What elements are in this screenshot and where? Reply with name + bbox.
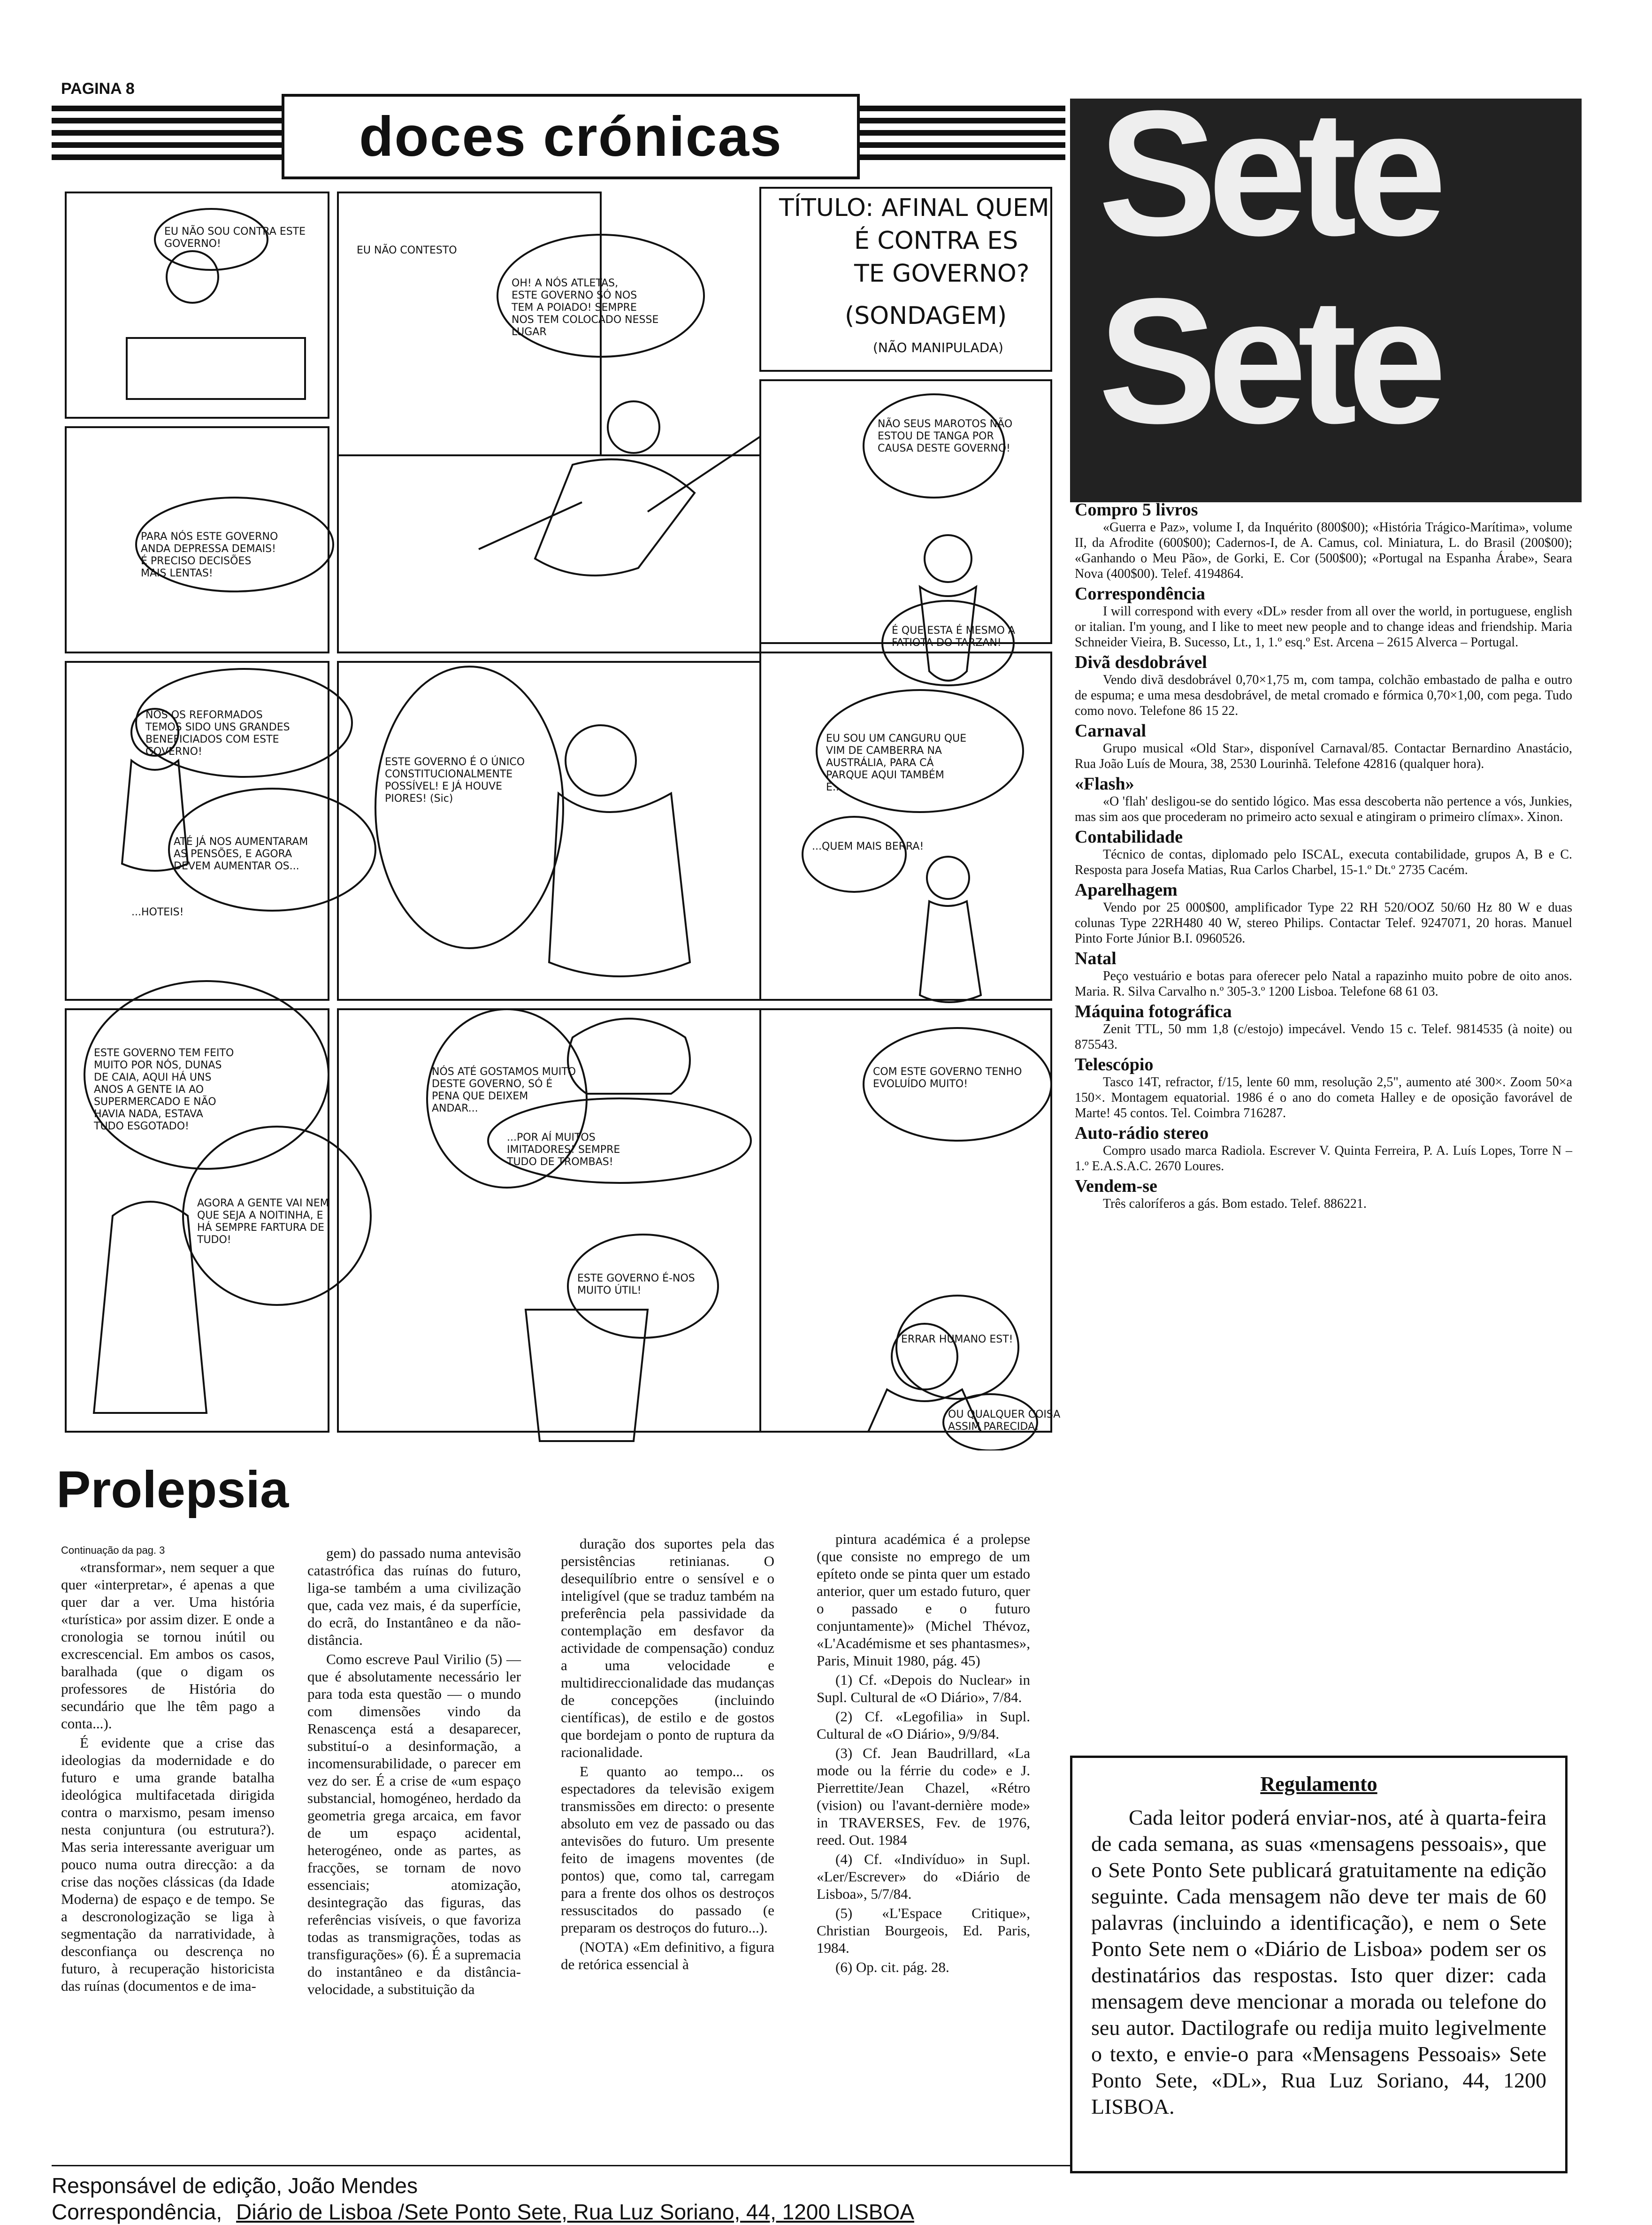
- desk-drawing: [127, 338, 305, 399]
- classified-text: Grupo musical «Old Star», disponível Carnaval/85. Contactar Bernardino Anastácio, Rua João Luís de Moura, 38, 2530 Lourinhã. Telefone 42816 (qualquer hora).: [1075, 741, 1572, 771]
- speech-bubble-text: OH! A NÓS ATLETAS, ESTE GOVERNO SÓ NOS TEM A POIADO! SEMPRE NOS TEM COLOCADO NESSE LUGAR: [512, 277, 659, 338]
- article-paragraph: (5) «L'Espace Critique», Christian Bourgeois, Ed. Paris, 1984.: [817, 1905, 1030, 1956]
- comic-panel-6: [338, 455, 760, 652]
- classified-ad: [1075, 1057, 1572, 1121]
- speech-bubble-text: ...HOTEIS!: [131, 906, 184, 918]
- footer-label: Correspondência,: [52, 2200, 222, 2224]
- sete-logo-box: [1070, 99, 1582, 502]
- section-title: doces crónicas: [359, 105, 782, 168]
- article-paragraph: (6) Op. cit. pág. 28.: [835, 1959, 949, 1975]
- classified-heading: Natal: [1075, 949, 1117, 968]
- classified-ad: [1075, 652, 1572, 719]
- comic-title-line: (SONDAGEM): [845, 302, 1007, 330]
- classified-ad: [1075, 776, 1572, 825]
- classified-heading: Compro 5 livros: [1075, 500, 1198, 520]
- classified-heading: Correspondência: [1075, 584, 1205, 604]
- politician-drawing: [549, 793, 690, 976]
- classified-text: Compro usado marca Radiola. Escrever V. Quinta Ferreira, P. A. Luís Lopes, Torre N – 1.º E.A.S.A.C. 2670 Loures.: [1075, 1143, 1572, 1174]
- speech-bubble-text: NÃO SEUS MAROTOS NÃO ESTOU DE TANGA POR CAUSA DESTE GOVERNO!: [878, 418, 1013, 454]
- article-paragraph: pintura académica é a prolepse (que consiste no emprego de um epíteto onde se pinta quer um estado anterior, quer um estado futuro, quer o passado e o futuro conjuntamente)» (Michel Thévoz, «L'Académisme et ses phantasmes», Paris, Minuit 1980, pág. 45): [817, 1531, 1030, 1669]
- article-paragraph: E quanto ao tempo... os espectadores da televisão exigem transmissões em directo: o presente absoluto em vez de passado ou das antevisões do futuro. Um presente feito de imagens moventes (de pontos) que, como tal, carregam para a frente dos olhos os destroços ressuscitados do passado (e preparam os destroços do futuro...).: [561, 1763, 774, 1936]
- speech-bubble-text: OU QUALQUER COISA ASSIM PARECIDA!: [948, 1409, 1061, 1433]
- classified-text: Peço vestuário e botas para oferecer pelo Natal a rapazinho muito pobre de oito anos. Maria. R. Silva Carvalho n.º 305-3.º 1200 Lisboa. Telefone 68 61 03.: [1075, 969, 1572, 999]
- classified-text: Três caloríferos a gás. Bom estado. Telef. 886221.: [1103, 1197, 1367, 1211]
- speech-bubble-text: NÓS OS REFORMADOS TEMOS SIDO UNS GRANDES BENEFICIADOS COM ESTE GOVERNO!: [145, 709, 290, 758]
- classified-text: «O 'flah' desligou-se do sentido lógico. Mas essa descoberta não pertence a vós, Junkies, mas sim aos que procederam no primeiro acto sexual e atingiram o primeiro clímax». Xinon.: [1075, 794, 1572, 824]
- classified-ad: [1075, 1123, 1572, 1174]
- footer: [52, 2172, 914, 2225]
- article-paragraph: É evidente que a crise das ideologias da modernidade e do futuro e uma grande batalha ideológica multifacetada dirigida contra o marxismo, pesam imenso nesta conjuntura (ou estrutura?). Mas seria interessante averiguar um pouco numa outra direcção: a da crise das noções clássicas (da Idade Moderna) de espaço e de tempo. Se a descronologização se liga à segmentação da narratividade, à desconfiança ou descrença no futuro, à recuperação historicista das ruínas (documentos e de ima-: [61, 1734, 275, 1994]
- classified-ad: [1075, 951, 1572, 999]
- classified-heading: Telescópio: [1075, 1055, 1154, 1074]
- article-title: Prolepsia: [56, 1461, 289, 1519]
- speech-bubble: [896, 1296, 1018, 1399]
- classified-heading: Divã desdobrável: [1075, 652, 1207, 672]
- comic-strip: [56, 183, 1065, 1450]
- article-paragraph: gem) do passado numa antevisão catastrófica das ruínas do futuro, liga-se também a uma civilização que, cada vez mais, é da superfície, do ecrã, do Instantâneo e da não-distância.: [307, 1545, 521, 1648]
- figure-head: [167, 251, 218, 303]
- article-paragraph: (3) Cf. Jean Baudrillard, «La mode ou la férrie du code» e J. Pierrettite/Jean Chazel, «Rétro (vision) ou l'avant-dernière mode» in TRAVERSES, Fev. de 1976, reed. Out. 1984: [817, 1745, 1030, 1848]
- speech-bubble-text: COM ESTE GOVERNO TENHO EVOLUÍDO MUITO!: [873, 1066, 1022, 1090]
- comic-title-line: É CONTRA ES: [854, 227, 1018, 255]
- comic-title-line: TE GOVERNO?: [854, 260, 1030, 288]
- speech-bubble-text: ESTE GOVERNO É-NOS MUITO ÚTIL!: [577, 1273, 695, 1297]
- comic-panel-9: [760, 652, 1051, 1000]
- footer-address: Diário de Lisboa /Sete Ponto Sete, Rua Luz Soriano, 44, 1200 LISBOA: [236, 2200, 914, 2224]
- classified-text: Tasco 14T, refractor, f/15, lente 60 mm, resolução 2,5", aumento até 300×. Zoom 50×a 150×. Montagem equatorial. 1986 é o ano do cometa Halley e de oposição favorável de Marte! 45 contos. Tel. Coimbra 716287.: [1075, 1075, 1572, 1120]
- classified-ads: [1075, 498, 1572, 1216]
- article-column-3: [561, 1535, 774, 1975]
- speech-bubble: [375, 667, 563, 948]
- regulamento-box: [1070, 1756, 1568, 2173]
- crowd-drawing: [94, 1202, 206, 1413]
- athlete-drawing: [535, 460, 695, 575]
- speech-bubble-text: ESTE GOVERNO É O ÚNICO CONSTITUCIONALMENTE POSSÍVEL! E JÁ HOUVE PIORES! (Sic): [385, 756, 525, 805]
- speech-bubble-text: EU SOU UM CANGURU QUE VIM DE CAMBERRA NA AUSTRÁLIA, PARA CÁ PARQUE AQUI TAMBÉM É...: [826, 733, 967, 793]
- speech-bubble-text: PARA NÓS ESTE GOVERNO ANDA DEPRESSA DEMAIS! É PRECISO DECISÕES MAIS LENTAS!: [141, 531, 278, 579]
- comic-title-line: (NÃO MANIPULADA): [873, 340, 1003, 355]
- regulamento-title: Regulamento: [1260, 1772, 1377, 1795]
- speech-bubble-text: ...POR AÍ MUITOS IMITADORES! SEMPRE TUDO DE TROMBAS!: [507, 1132, 620, 1168]
- continuation-note: Continuação da pag. 3: [61, 1544, 165, 1556]
- footer-rule: [52, 2165, 1070, 2166]
- classified-heading: «Flash»: [1075, 774, 1134, 794]
- classified-heading: Auto-rádio stereo: [1075, 1123, 1209, 1143]
- regulamento-text: Cada leitor poderá enviar-nos, até à quarta-feira de cada semana, as suas «mensagens pessoais», que o Sete Ponto Sete publicará gratuitamente na edição seguinte. Cada mensagem não deve ter mais de 60 palavras (incluindo a identificação), e nem o Sete Ponto Sete nem o «Diário de Lisboa» podem ser os destinatários das respostas. Isto quer dizer: cada mensagem deve mencionar a morada ou telefone do seu autor. Dactilografe ou redija muito legivelmente o texto, e envie-o para «Mensagens Pessoais» Sete Ponto Sete, «DL», Rua Luz Soriano, 44, 1200 LISBOA.: [1091, 1805, 1546, 2118]
- classified-text: Vendo por 25 000$00, amplificador Type 22 RH 520/OOZ 50/60 Hz 80 W e duas colunas Type 22RH480 40 W, stereo Philips. Contactar Telef. 9247071, 20 horas. Manuel Pinto Forte Júnior B.I. 0960526.: [1075, 900, 1572, 946]
- classified-heading: Vendem-se: [1075, 1176, 1157, 1196]
- footer-editor: Responsável de edição, João Mendes: [52, 2173, 418, 2198]
- classified-heading: Contabilidade: [1075, 827, 1183, 847]
- article-paragraph: «transformar», nem sequer a que quer «interpretar», é apenas a que quer dar a ver. Uma história «turística» por assim dizer. E onde a cronologia se tornou inútil ou excrescencial. Em ambos os casos, baralhada (que o digam os professores de História do secundário que lhe têm pago a conta...).: [61, 1559, 275, 1732]
- speech-bubble-text: AGORA A GENTE VAI NEM QUE SEJA A NOITINHA, E HÁ SEMPRE FARTURA DE TUDO!: [197, 1197, 329, 1246]
- section-banner: [282, 94, 860, 179]
- speech-bubble-text: É QUE ESTA É MESMO A FATIOTA DO TARZAN!: [892, 625, 1015, 649]
- speech-bubble: [803, 817, 906, 892]
- figure-head: [566, 725, 636, 796]
- classified-text: I will correspond with every «DL» resder from all over the world, in portuguese, english or italian. I'm young, and I like to meet new people and to change ideas and friendship. Maria Schneider Vieira, B. Sucesso, Lt., 1, 1.º esq.º Est. Arcena – 2615 Alverca – Portugal.: [1075, 604, 1572, 650]
- classified-text: Vendo divã desdobrável 0,70×1,75 m, com tampa, colchão embastado de palha e outro de espuma; e uma mesa desdobrável, de metal cromado e fórmica 0,70×1,00, com pega. Tudo como novo. Telefone 86 15 22.: [1075, 673, 1572, 718]
- classified-ad: [1075, 723, 1572, 772]
- classified-heading: Aparelhagem: [1075, 880, 1178, 900]
- speech-bubble-text: ESTE GOVERNO TEM FEITO MUITO POR NÓS, DUNAS DE CAIA, AQUI HÁ UNS ANOS A GENTE IA AO SUPERMERCADO E NÃO HAVIA NADA, ESTAVA TUDO ESGOTADO!: [94, 1047, 234, 1132]
- page-number: PAGINA 8: [61, 80, 135, 98]
- speech-bubble-text: EU NÃO CONTESTO: [357, 245, 457, 256]
- classified-ad: [1075, 586, 1572, 650]
- article-column-2: [307, 1544, 521, 2000]
- article-column-1: [61, 1558, 275, 1996]
- figure-head: [608, 401, 659, 453]
- classified-ad: [1075, 502, 1572, 582]
- article-paragraph: duração dos suportes pela das persistências retinianas. O desequilíbrio entre o sensível e o inteligível (que se traduz também na preferência pela passividade da contemplação em desfavor da actividade de compensação) conduz a uma velocidade e multidireccionalidade das mudanças de concepções (incluindo científicas), de estilo e de gostos que bordejam o ponto de ruptura da racionalidade.: [561, 1535, 774, 1760]
- trash-can-drawing: [526, 1310, 648, 1441]
- sete-logo-word: Sete: [1098, 261, 1438, 460]
- speech-bubble-text: ...QUEM MAIS BERRA!: [812, 841, 924, 852]
- classified-ad: [1075, 1176, 1572, 1212]
- athlete-leg: [479, 437, 760, 549]
- speech-bubble-text: ERRAR HUMANO EST!: [901, 1334, 1013, 1345]
- sete-logo-word: Sete: [1098, 99, 1438, 273]
- classified-heading: Máquina fotográfica: [1075, 1002, 1232, 1021]
- speech-bubble-text: NÓS ATÉ GOSTAMOS MUITO DESTE GOVERNO, SÓ É PENA QUE DEIXEM ANDAR...: [432, 1066, 576, 1114]
- classified-ad: [1075, 882, 1572, 946]
- article-paragraph: (NOTA) «Em definitivo, a figura de retórica essencial à: [561, 1939, 774, 1972]
- article-paragraph: (4) Cf. «Indivíduo» in Supl. «Ler/Escrever» do «Diário de Lisboa», 5/7/84.: [817, 1851, 1030, 1902]
- speech-bubble-text: ATÉ JÁ NOS AUMENTARAM AS PENSÕES, E AGORA DEVEM AUMENTAR OS...: [174, 836, 308, 872]
- article-paragraph: (2) Cf. «Legofilia» in Supl. Cultural de «O Diário», 9/9/84.: [817, 1708, 1030, 1742]
- speech-bubble-text: EU NÃO SOU CONTRA ESTE GOVERNO!: [164, 226, 306, 250]
- kangaroo-drawing: [920, 901, 981, 1002]
- article-paragraph: Como escreve Paul Virilio (5) — que é absolutamente necessário ler para toda esta questão — o mundo com dimensões vindo da Renascença está a desaparecer, substituí-o a desinformação, a incomensurabilidade, o parecer em vez do ser. É a crise de «um espaço substancial, homogéneo, herdado da geometria grega arcaica, em favor de um espaço acidental, heterogéneo, onde as partes, as fracções, se tornam de novo essenciais; atomização, desintegração das figuras, das referências visíveis, o que favoriza todas as transmigrações, todas as transfigurações» (6). É a supremacia do instantâneo e da distância-velocidade, a substituição da: [307, 1651, 521, 1997]
- classified-heading: Carnaval: [1075, 721, 1146, 741]
- comic-title-line: TÍTULO: AFINAL QUEM: [779, 194, 1049, 222]
- classified-text: «Guerra e Paz», volume I, da Inquérito (800$00); «História Trágico-Marítima», volume II, da Afrodite (600$00); Cadernos-I, de A. Camus, col. Miniatura, L. do Brasil (200$00); «Ganhando o Meu Pão», de Gorki, E. Cor (500$00); «Portugal na Espanha Árabe», Seara Nova (400$00). Telef. 4194864.: [1075, 520, 1572, 581]
- figure-head: [927, 857, 969, 899]
- classified-ad: [1075, 829, 1572, 878]
- article-paragraph: (1) Cf. «Depois do Nuclear» in Supl. Cultural de «O Diário», 7/84.: [817, 1672, 1030, 1705]
- figure-head: [925, 535, 971, 582]
- classified-text: Técnico de contas, diplomado pelo ISCAL, executa contabilidade, grupos A, B e C. Resposta para Josefa Matias, Rua Carlos Charbel, 15-1.º Dt.º 2735 Cacém.: [1075, 847, 1572, 877]
- article-column-4: [817, 1530, 1030, 1978]
- classified-ad: [1075, 1004, 1572, 1052]
- classified-text: Zenit TTL, 50 mm 1,8 (c/estojo) impecável. Vendo 15 c. Telef. 9814535 (à noite) ou 875543.: [1075, 1022, 1572, 1052]
